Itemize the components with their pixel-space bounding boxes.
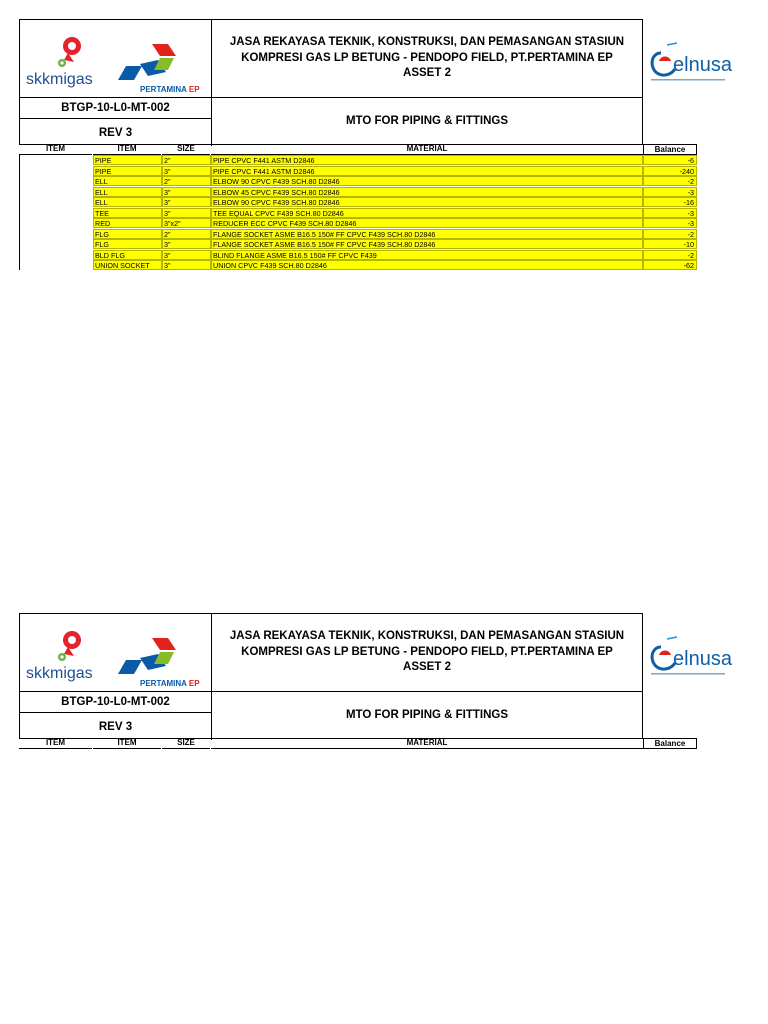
- left-rule: [19, 154, 20, 270]
- cell-balance: -62: [643, 260, 697, 270]
- cell-material: TEE EQUAL CPVC F439 SCH.80 D2846: [211, 208, 643, 218]
- cell-material: REDUCER ECC CPVC F439 SCH.80 D2846: [211, 218, 643, 228]
- cell-item: PIPE: [93, 155, 162, 165]
- cell-balance: -3: [643, 218, 697, 228]
- table-row: [19, 218, 697, 228]
- col-size-2: SIZE: [162, 738, 210, 749]
- doc-number-2: BTGP-10-L0-MT-002: [20, 691, 212, 712]
- cell-material: ELBOW 90 CPVC F439 SCH.80 D2846: [211, 176, 643, 186]
- company-title-2-line-1: JASA REKAYASA TEKNIK, KONSTRUKSI, DAN PEMASANGAN STASIUN: [229, 630, 625, 643]
- cell-material: BLIND FLANGE ASME B16.5 150# FF CPVC F439: [211, 250, 643, 260]
- table-row: [19, 176, 697, 186]
- table-row: [19, 166, 697, 176]
- cell-item: PIPE: [93, 166, 162, 176]
- col-material: MATERIAL: [211, 144, 643, 155]
- cell-item: TEE: [93, 208, 162, 218]
- col-item: ITEM: [93, 144, 161, 155]
- company-title-2-line-2: KOMPRESI GAS LP BETUNG - PENDOPO FIELD, PT.PERTAMINA EP: [241, 645, 613, 658]
- cell-item: ELL: [93, 197, 162, 207]
- cell-material: ELBOW 90 CPVC F439 SCH.80 D2846: [211, 197, 643, 207]
- cell-size: 3"x2": [162, 218, 211, 228]
- cell-item: RED: [93, 218, 162, 228]
- skkmigas-wordmark: skkmigas: [26, 71, 93, 88]
- col-balance: Balance: [643, 144, 697, 155]
- col-item-no-2: ITEM: [19, 738, 92, 749]
- cell-balance: -6: [643, 155, 697, 165]
- cell-balance: -240: [643, 166, 697, 176]
- elnusa-wordmark: elnusa: [673, 54, 732, 76]
- cell-item: ELL: [93, 187, 162, 197]
- table-row: [19, 239, 697, 249]
- logo-cell: [20, 20, 212, 98]
- cell-material: FLANGE SOCKET ASME B16.5 150# FF CPVC F439 SCH.80 D2846: [211, 239, 643, 249]
- header-box: [19, 19, 643, 145]
- company-title-cell-2: [212, 614, 642, 692]
- cell-balance: -16: [643, 197, 697, 207]
- cell-size: 3": [162, 239, 211, 249]
- cell-size: 3": [162, 250, 211, 260]
- pertamina-wordmark: PERTAMINA EP: [140, 85, 200, 94]
- elnusa-logo-2: [647, 631, 757, 681]
- cell-size: 2": [162, 155, 211, 165]
- table-row: [19, 208, 697, 218]
- col-balance-2: Balance: [643, 738, 697, 749]
- cell-size: 2": [162, 229, 211, 239]
- subtitle-2: MTO FOR PIPING & FITTINGS: [345, 709, 509, 721]
- cell-size: 3": [162, 260, 211, 270]
- cell-balance: -10: [643, 239, 697, 249]
- logo-cell-2: [20, 614, 212, 692]
- table-row: [19, 229, 697, 239]
- cell-item: ELL: [93, 176, 162, 186]
- table-row: [19, 187, 697, 197]
- table-row: [19, 250, 697, 260]
- cell-size: 3": [162, 166, 211, 176]
- cell-balance: -3: [643, 187, 697, 197]
- col-item-2: ITEM: [93, 738, 161, 749]
- company-title-2: [224, 629, 630, 676]
- revision: REV 3: [20, 118, 212, 146]
- cell-material: PIPE CPVC F441 ASTM D2846: [211, 166, 643, 176]
- header-box-2: [19, 613, 643, 739]
- company-title-line-2: KOMPRESI GAS LP BETUNG - PENDOPO FIELD, PT.PERTAMINA EP: [241, 51, 613, 64]
- cell-item: UNION SOCKET: [93, 260, 162, 270]
- cell-balance: -2: [643, 250, 697, 260]
- pertamina-logo: [110, 36, 210, 96]
- company-title-2-line-3: ASSET 2: [403, 661, 451, 674]
- cell-size: 3": [162, 197, 211, 207]
- revision-2: REV 3: [20, 712, 212, 740]
- elnusa-logo: [647, 37, 757, 87]
- cell-material: ELBOW 45 CPVC F439 SCH.80 D2846: [211, 187, 643, 197]
- cell-item: FLG: [93, 229, 162, 239]
- col-size: SIZE: [162, 144, 210, 155]
- col-item-no: ITEM: [19, 144, 92, 155]
- cell-item: BLD FLG: [93, 250, 162, 260]
- elnusa-wordmark-2: elnusa: [673, 648, 732, 670]
- company-title: [224, 35, 630, 82]
- skkmigas-wordmark-2: skkmigas: [26, 665, 93, 682]
- cell-balance: -2: [643, 229, 697, 239]
- company-title-line-3: ASSET 2: [403, 67, 451, 80]
- skkmigas-logo: [24, 34, 114, 94]
- cell-material: FLANGE SOCKET ASME B16.5 150# FF CPVC F439 SCH.80 D2846: [211, 229, 643, 239]
- company-title-line-1: JASA REKAYASA TEKNIK, KONSTRUKSI, DAN PEMASANGAN STASIUN: [229, 36, 625, 49]
- cell-size: 2": [162, 176, 211, 186]
- pertamina-logo-2: [110, 630, 210, 690]
- table-row: [19, 155, 697, 165]
- cell-material: PIPE CPVC F441 ASTM D2846: [211, 155, 643, 165]
- table-row: [19, 197, 697, 207]
- col-material-2: MATERIAL: [211, 738, 643, 749]
- cell-balance: -3: [643, 208, 697, 218]
- skkmigas-logo-2: [24, 628, 114, 688]
- cell-material: UNION CPVC F439 SCH.80 D2846: [211, 260, 643, 270]
- subtitle: MTO FOR PIPING & FITTINGS: [345, 115, 509, 127]
- company-title-cell: [212, 20, 642, 98]
- doc-number: BTGP-10-L0-MT-002: [20, 97, 212, 118]
- cell-item: FLG: [93, 239, 162, 249]
- cell-balance: -2: [643, 176, 697, 186]
- table-row: [19, 260, 697, 270]
- cell-size: 3": [162, 208, 211, 218]
- cell-size: 3": [162, 187, 211, 197]
- pertamina-wordmark-2: PERTAMINA EP: [140, 679, 200, 688]
